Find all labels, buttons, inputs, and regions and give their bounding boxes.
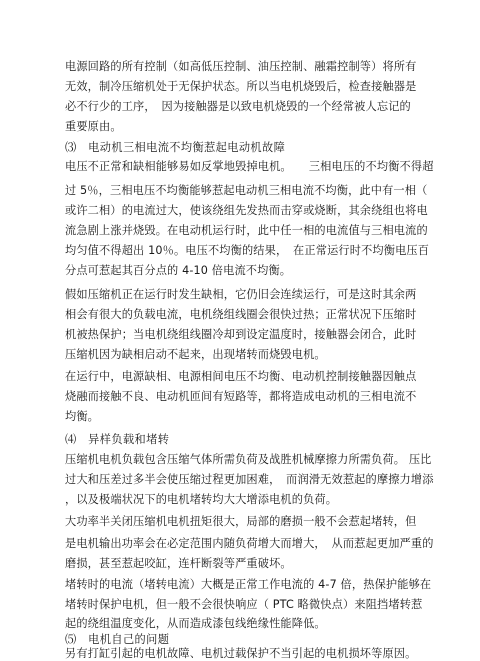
section-heading: ⑶ 电动机三相电流不均衡惹起电动机故障: [65, 141, 286, 154]
text-line: 压缩机因为缺相启动不起来，出现堵转而烧毁电机。: [65, 348, 326, 361]
text-line: 假如压缩机正在运行时发生缺相，它仍旧会连续运行，可是这时其余两: [65, 288, 417, 301]
text-line: 均衡。: [65, 410, 100, 423]
text-line: 机被热保护；当电机绕组线圈冷却到设定温度时，接触器会闭合，此时: [65, 328, 417, 341]
text-line: 流急剧上涨并烧毁。在电动机运行时，此中任一相的电流值与三相电流的: [65, 224, 428, 237]
text-line: 起的绕组温度变化，从而造成漆包线绝缘性能降低。: [65, 617, 326, 630]
text-line: 电源回路的所有控制（如高低压控制、油压控制、融霜控制等）将所有: [65, 60, 417, 73]
text-line: 磨损，甚至惹起咬缸，连杆断裂等严重破坏。: [65, 557, 292, 570]
text-line: 在运行中，电源缺相、电源相间电压不均衡、电动机控制接触器因触点: [65, 370, 417, 383]
section-heading: ⑸ 电机自己的问题: [65, 633, 170, 646]
text-line: ，以及极端状况下的电机堵转均大大增添电机的负荷。: [65, 493, 338, 506]
text-line: 重要原由。: [65, 120, 122, 133]
text-line: 另有打缸引起的电机故障、电机过载保护不当引起的电机损坏等原因。: [65, 647, 417, 660]
text-line: 过大和压差过多半会使压缩过程更加困难， 而润滑无效惹起的摩擦力增添: [65, 473, 434, 486]
text-line: 大功率半关闭压缩机电机扭矩很大，局部的磨损一般不会惹起堵转，但: [65, 515, 417, 528]
text-line: 是电机输出功率会在必定范围内随负荷增大而增大， 从而惹起更加严重的: [65, 537, 434, 550]
section-heading: ⑷ 异样负载和堵转: [65, 433, 170, 446]
text-line: 烧融而接触不良、电动机匝间有短路等，都将造成电动机的三相电流不: [65, 390, 417, 403]
text-line: 堵转时保护电机，但一般不会很快响应（ PTC 略微快点）来阻挡堵转惹: [65, 598, 423, 611]
text-line: 或许二相）的电流过大，使该绕组先发热而击穿或烧断，其余绕组也将电: [65, 204, 428, 217]
text-line: 过 5％，三相电压不均衡能够惹起电动机三相电流不均衡，此中有一相（: [65, 184, 428, 197]
text-line: 电压不正常和缺相能够易如反掌地毁掉电机。 三相电压的不均衡不得超: [65, 160, 434, 173]
text-line: 分点可惹起其百分点的 4-10 倍电流不均衡。: [65, 264, 292, 277]
text-line: 无效，制冷压缩机处于无保护状态。所以当电机烧毁后，检查接触器是: [65, 80, 417, 93]
text-line: 堵转时的电流（堵转电流）大概是正常工作电流的 4-7 倍，热保护能够在: [65, 578, 432, 591]
text-line: 相会有很大的负载电流，电机绕组线圈会很快过热；正常状况下压缩时: [65, 308, 417, 321]
text-line: 必不行少的工序， 因为接触器是以致电机烧毁的一个经常被人忘记的: [65, 100, 411, 113]
text-line: 压缩机电机负载包含压缩气体所需负荷及战胜机械摩擦力所需负荷。 压比: [65, 453, 432, 466]
text-line: 均匀值不得超出 10％。电压不均衡的结果， 在正常运行时不均衡电压百: [65, 244, 430, 257]
